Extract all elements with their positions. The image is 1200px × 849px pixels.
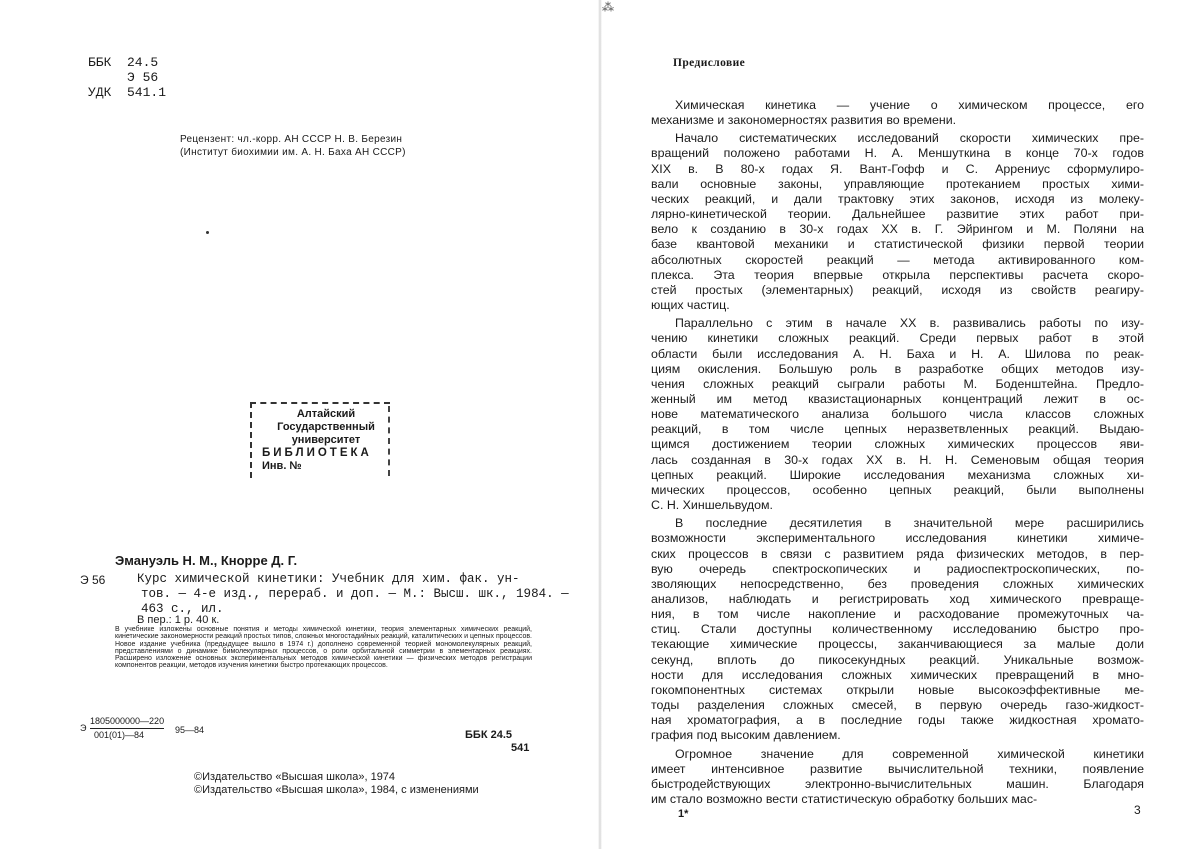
text-line: ческих реакций, и дали трактовку этих законов, исходя из молеку- — [651, 191, 1144, 206]
print-speck — [206, 231, 209, 234]
text-line: женный им метод квазистационарных концентраций лежит в ос- — [651, 391, 1144, 406]
catalog-code-small: Э 56 — [80, 573, 106, 587]
preface-paragraph — [651, 98, 1144, 128]
text-line: вую очередь спектроскопических и радиоспектроскопических, по- — [651, 561, 1144, 576]
text-line: гокомпонентных системах открыли новые высокоэффективные ме- — [651, 682, 1144, 697]
copyright-line: ©Издательство «Высшая школа», 1974 — [194, 771, 396, 783]
text-line: Химическая кинетика — учение о химическом процессе, его — [675, 98, 1144, 112]
text-line: Начало систематических исследований скорости химических пре- — [675, 131, 1144, 146]
text-line: реакций, в том числе цепных неразветвленных реакций. Выдаю- — [651, 422, 1144, 437]
text-line: цепных реакций. Широкие исследования механизма сложных хи- — [651, 467, 1144, 482]
page-number: 3 — [1134, 803, 1141, 817]
gutter-mark: ⁂ — [602, 0, 614, 14]
book-price: В пер.: 1 р. 40 к. — [137, 614, 220, 626]
text-line: имеет интенсивное развитие вычислительной техники, появление — [651, 761, 1144, 776]
text-line: области были исследования А. Н. Баха и Н. А. Шилова по реак- — [651, 346, 1144, 361]
text-line: циям окисления. Большую роль в разработке общих методов изу- — [651, 361, 1144, 376]
book-annotation: В учебнике изложены основные понятия и методы химической кинетики, теория элементарных химических реакций, кинетические закономерности реакций простых типов, сложных многостадийных реакций, каталитических и цепных процессов. Новое издание учебника (предыдущее вышло в 1974 г.) дополнено современной теорией мономолекулярных реакций, представлениями о динамике бимолекулярных процессов, о роли орбитальной симметрии в элементарных реакциях. Расширено изложение основных экспериментальных методов химической кинетики — физических методов регистрации компонентов реакции, методов изучения кинетики быстро протекающих процессов. — [115, 626, 532, 670]
text-line: В последние десятилетия в значительной мере расширились — [675, 516, 1144, 531]
text-line: ских процессов в связи с развитием ряда физических методов, в пер- — [651, 546, 1144, 561]
text-line: быстродействующих электронно-вычислительных машин. Благодаря — [651, 776, 1144, 791]
text-line: ющих частиц. — [651, 298, 730, 313]
text-line: стей простых (элементарных) реакций, исходя из свойств реагиру- — [651, 282, 1144, 297]
text-line: тоды разделения сложных смесей, в первую очередь газо-жидкост- — [651, 698, 1144, 713]
library-stamp — [250, 402, 390, 478]
text-line: им стало возможно вести статистическую обработку больших мас- — [651, 792, 1038, 807]
bbk-bottom — [465, 729, 529, 755]
book-authors: Эмануэль Н. М., Кнорре Д. Г. — [115, 553, 298, 568]
copyright-block — [194, 771, 479, 797]
stamp-library-label: БИБЛИОТЕКА — [262, 447, 372, 459]
catalog-index-numerator: 1805000000—220 — [90, 716, 164, 729]
text-line: лась созданная в 30-х годах XX в. Н. Н. Семеновым общая теория — [651, 452, 1144, 467]
stamp-inventory-label: Инв. № — [262, 460, 302, 472]
reviewer-line: Рецензент: чл.-корр. АН СССР Н. В. Березин — [180, 134, 403, 145]
signature-mark: 1* — [678, 808, 689, 820]
text-line: вращений положено работами Н. А. Меншуткина в конце 70-х годов — [651, 146, 1144, 161]
classification-codes — [88, 55, 166, 100]
text-line: возможности экспериментального исследования кинетики химиче- — [651, 531, 1144, 546]
text-line: графия под высоким давлением. — [651, 728, 841, 743]
copyright-line: ©Издательство «Высшая школа», 1984, с изменениями — [194, 784, 479, 796]
catalog-index-prefix: Э — [80, 723, 87, 733]
text-line: С. Н. Хиншельвудом. — [651, 498, 773, 513]
text-line: мических процессов, особенно цепных реакций, были выполнены — [651, 482, 1144, 497]
biblio-line: 463 с., ил. — [141, 602, 224, 616]
stamp-border — [384, 406, 390, 476]
preface-paragraph — [651, 131, 1144, 313]
text-line: плекса. Эта теория впервые открыла перспективы расчета скоро- — [651, 267, 1144, 282]
text-line: Параллельно с этим в начале XX в. развивались работы по изу- — [675, 316, 1144, 331]
text-line: секунд, вплоть до пикосекундных реакций. Уникальные возмож- — [651, 652, 1144, 667]
text-line: базе квантовой механики и статистической физики первой теории — [651, 237, 1144, 252]
biblio-line: Курс химической кинетики: Учебник для хим. фак. ун- — [137, 572, 520, 586]
text-line: вело к созданию в 30-х годах XX в. Г. Эйрингом и М. Поляни на — [651, 222, 1144, 237]
text-line: ная хроматография, а в последние годы также жидкостная хромато- — [651, 713, 1144, 728]
right-page — [600, 0, 1200, 849]
catalog-index-suffix: 95—84 — [175, 725, 205, 735]
text-line: зволяющих непосредственно, без проведения сложных химических — [651, 576, 1144, 591]
catalog-code: Э 56 — [88, 70, 159, 85]
stamp-line: Государственный — [277, 421, 375, 433]
page-title: Предисловие — [673, 57, 746, 69]
reviewer-info — [180, 133, 406, 159]
text-line: ности для исследования сложных химических превращений в мно- — [651, 667, 1144, 682]
text-line: ния, в том числе накопление и расходование промежуточных ча- — [651, 607, 1144, 622]
text-line: вали основные законы, управляющие протеканием простых хими- — [651, 176, 1144, 191]
bibliographic-description — [137, 572, 569, 617]
bbk-bottom-line2: 541 — [511, 742, 530, 754]
text-line: нове математического анализа большого числа классов сложных — [651, 407, 1144, 422]
text-line: стиц. Стали доступны количественному исследованию быстро про- — [651, 622, 1144, 637]
preface-paragraph — [651, 516, 1144, 743]
text-line: чения сложных реакций сыграли работы М. Боденштейна. Предло- — [651, 376, 1144, 391]
text-line: абсолютных скоростей реакций — метода активированного ком- — [651, 252, 1144, 267]
reviewer-institute: (Институт биохимии им. А. Н. Баха АН СССР) — [180, 147, 406, 158]
stamp-line: университет — [291, 434, 361, 446]
bbk-code: ББК 24.5 — [88, 55, 159, 70]
preface-paragraph — [651, 747, 1144, 808]
biblio-line: тов. — 4-е изд., перераб. и доп. — М.: Высш. шк., 1984. — — [141, 587, 569, 601]
text-line: текающие химические процессы, заканчивающиеся за малые доли — [651, 637, 1144, 652]
text-line: механизме и закономерностях развития во времени. — [651, 113, 957, 128]
text-line: чению кинетики сложных реакций. Среди первых работ в этой — [651, 331, 1144, 346]
preface-paragraph — [651, 316, 1144, 513]
bbk-bottom-line1: ББК 24.5 — [465, 729, 512, 741]
text-line: щимся достижением теории сложных химических процессов яви- — [651, 437, 1144, 452]
text-line: Огромное значение для современной химической кинетики — [675, 746, 1144, 761]
text-line: XIX в. В 80-х годах Я. Вант-Гофф и С. Аррениус сформулиро- — [651, 161, 1144, 176]
udk-code: УДК 541.1 — [88, 85, 167, 100]
text-line: лярно-кинетической теории. Дальнейшее развитие этих работ при- — [651, 207, 1144, 222]
preface-text — [651, 98, 1144, 810]
stamp-line: Алтайский — [296, 408, 356, 420]
text-line: анализов, наблюдать и регистрировать ход химического превраще- — [651, 592, 1144, 606]
catalog-index-denominator: 001(01)—84 — [94, 730, 145, 740]
